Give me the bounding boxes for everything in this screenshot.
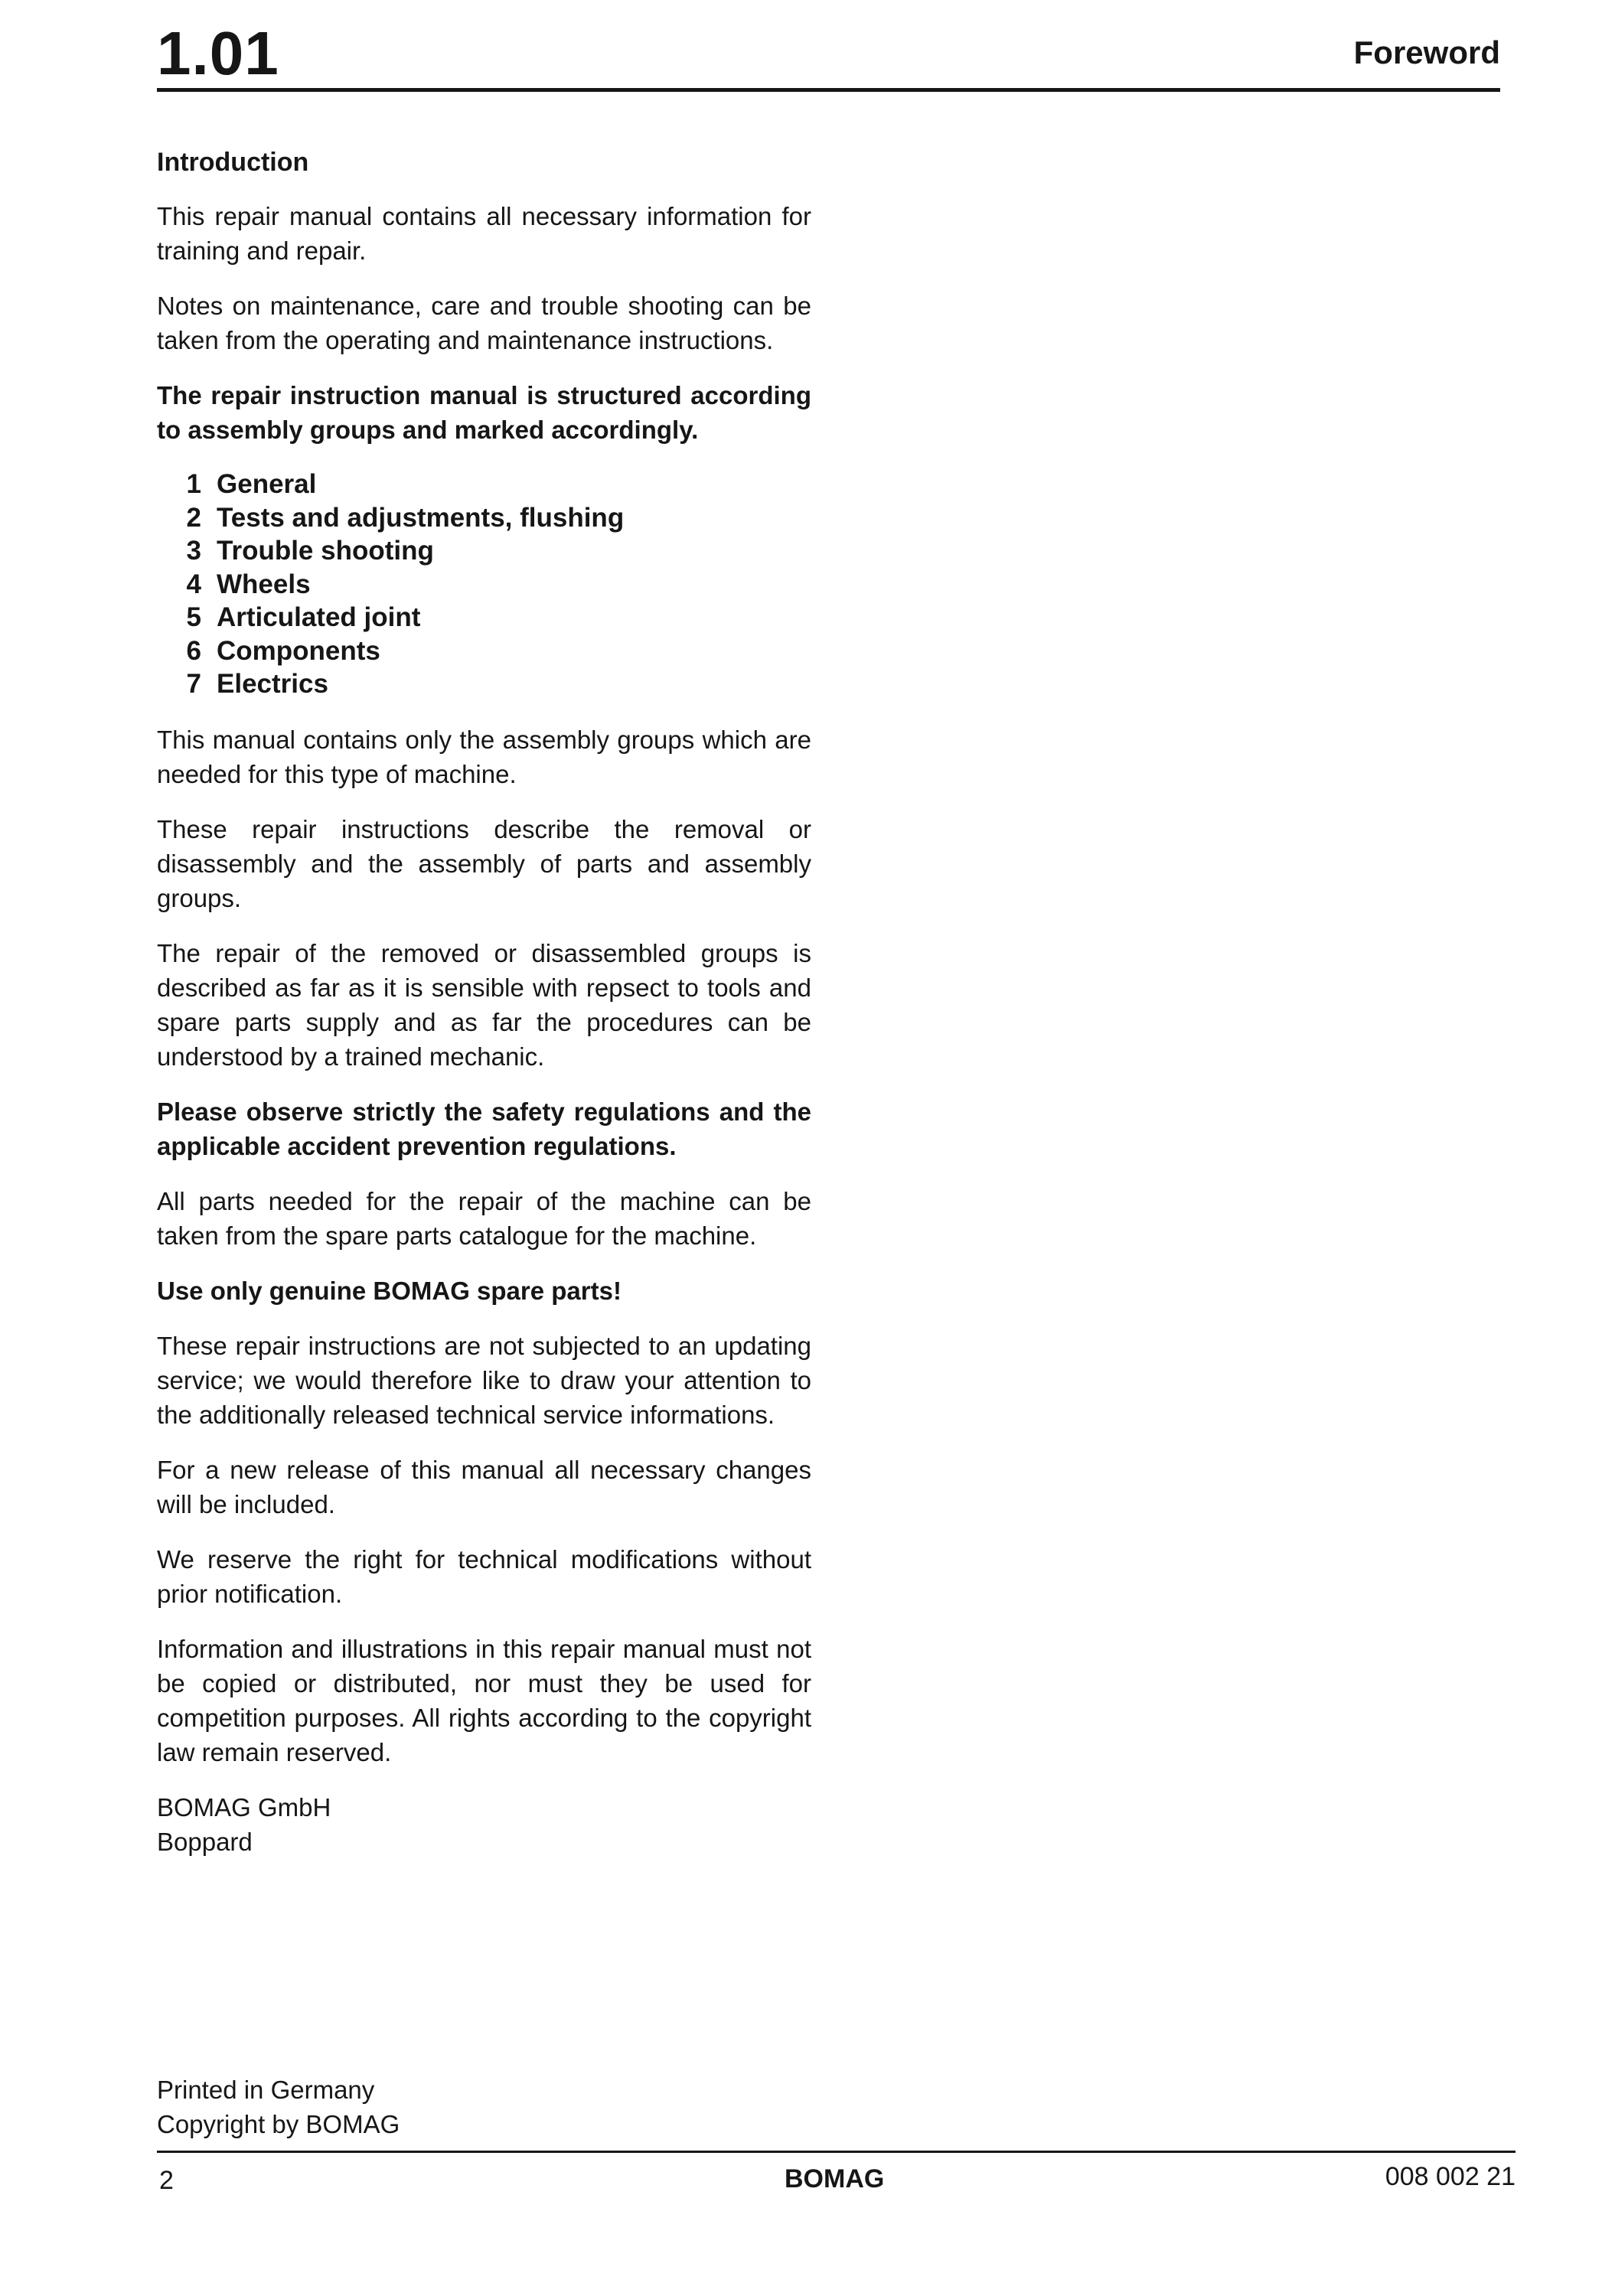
assembly-group-item	[157, 634, 811, 668]
assembly-group-number: 5	[186, 602, 201, 632]
paragraph: These repair instructions describe the removal or disassembly and the assembly of parts and assembly groups.	[157, 814, 811, 912]
assembly-group-label: General	[217, 469, 317, 499]
paragraph: The repair of the removed or disassembled groups is described as far as it is sensible with repsect to tools and spare parts supply and as far the procedures can be understood by a trained mechanic.	[157, 938, 811, 1071]
footer-divider	[157, 2151, 1515, 2153]
footer-brand: BOMAG	[785, 2164, 885, 2193]
assembly-group-item	[157, 667, 811, 701]
assembly-group-number: 7	[186, 669, 201, 699]
assembly-group-label: Articulated joint	[217, 602, 421, 632]
header-divider	[157, 88, 1500, 92]
assembly-group-number: 3	[186, 536, 201, 566]
printed-in: Printed in Germany	[157, 2076, 375, 2104]
paragraph: This repair manual contains all necessary information for training and repair.	[157, 202, 811, 265]
intro-paragraphs	[157, 199, 811, 447]
assembly-group-item	[157, 568, 811, 602]
assembly-group-number: 6	[186, 635, 201, 666]
signature-city: Boppard	[157, 1827, 253, 1856]
assembly-group-label: Electrics	[217, 669, 328, 699]
assembly-group-number: 2	[186, 502, 201, 533]
assembly-group-number: 4	[186, 569, 201, 599]
document-number: 008 002 21	[1385, 2162, 1515, 2191]
paragraph: Please observe strictly the safety regulations and the applicable accident prevention regulations.	[157, 1097, 811, 1160]
assembly-group-number: 1	[186, 469, 201, 499]
assembly-group-label: Trouble shooting	[217, 536, 434, 566]
copyright-notice: Copyright by BOMAG	[157, 2110, 400, 2138]
paragraph: For a new release of this manual all necessary changes will be included.	[157, 1455, 811, 1518]
paragraph: The repair instruction manual is structured according to assembly groups and marked accordingly.	[157, 381, 811, 444]
assembly-group-label: Wheels	[217, 569, 311, 599]
assembly-group-item	[157, 601, 811, 634]
signature-company: BOMAG GmbH	[157, 1792, 331, 1821]
print-info-block	[157, 2073, 400, 2141]
page-number: 2	[159, 2166, 174, 2195]
assembly-group-list	[157, 468, 811, 701]
paragraph: All parts needed for the repair of the machine can be taken from the spare parts catalogue for the machine.	[157, 1186, 811, 1250]
body-column	[157, 145, 811, 1859]
chapter-title: Foreword	[1353, 34, 1500, 70]
section-number: 1.01	[157, 19, 279, 87]
introduction-heading: Introduction	[157, 148, 309, 177]
assembly-group-item	[157, 468, 811, 501]
assembly-group-item	[157, 501, 811, 535]
assembly-group-label: Components	[217, 635, 380, 666]
paragraph: Notes on maintenance, care and trouble shooting can be taken from the operating and maintenance instructions.	[157, 292, 811, 354]
signature-block	[157, 1790, 811, 1859]
paragraph: This manual contains only the assembly groups which are needed for this type of machine.	[157, 725, 811, 788]
assembly-group-item	[157, 534, 811, 568]
paragraph: These repair instructions are not subjected to an updating service; we would therefore like to draw your attention to the additionally released technical service informations.	[157, 1331, 811, 1429]
paragraph: Information and illustrations in this repair manual must not be copied or distributed, nor must they be used for competition purposes. All rights according to the copyright law remain reserved.	[157, 1634, 811, 1766]
paragraph: We reserve the right for technical modifications without prior notification.	[157, 1544, 811, 1608]
paragraph: Use only genuine BOMAG spare parts!	[157, 1276, 622, 1305]
assembly-group-label: Tests and adjustments, flushing	[217, 502, 625, 533]
body-paragraphs	[157, 722, 811, 1769]
